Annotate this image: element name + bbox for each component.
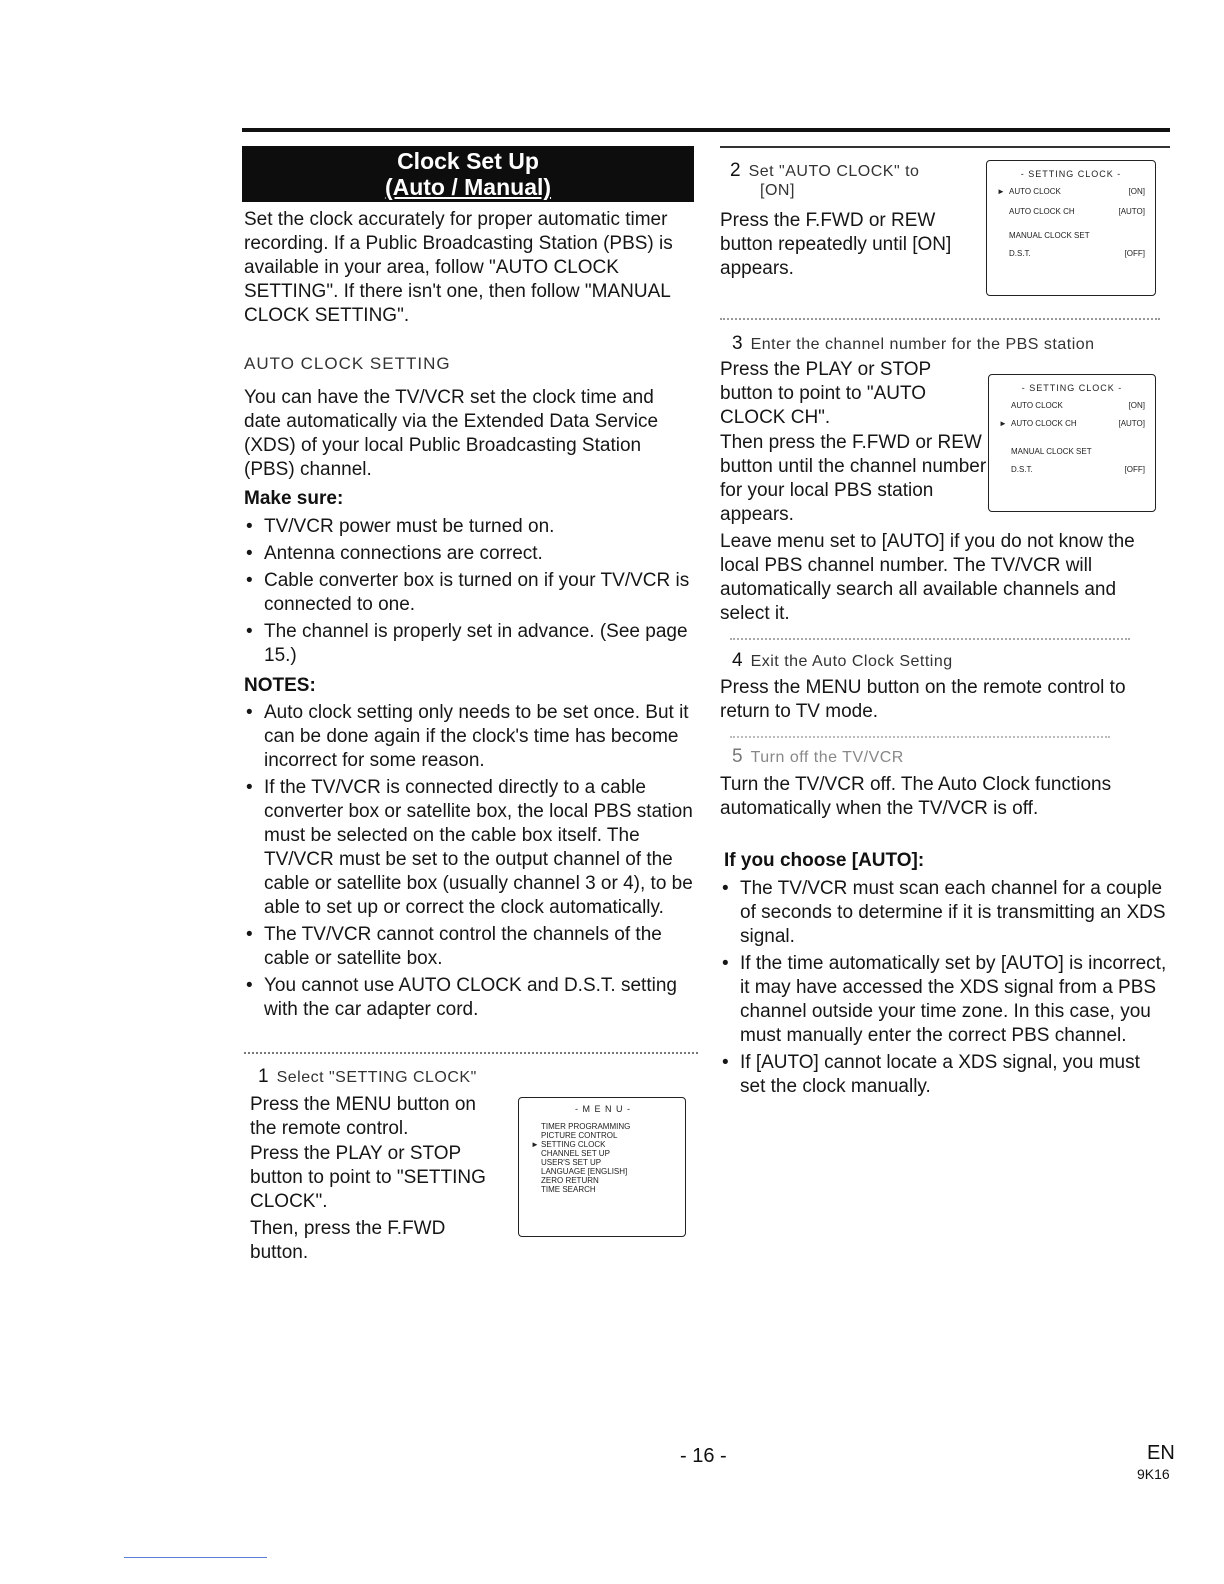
notes-list xyxy=(244,701,696,1025)
step-1-para-3: Then, press the F.FWD button. xyxy=(250,1218,446,1263)
step-5-heading xyxy=(732,746,904,768)
menu-row: TIME SEARCH xyxy=(541,1185,596,1194)
notes-label: NOTES: xyxy=(244,675,316,696)
step-5-para-1: Turn the TV/VCR off. The Auto Clock functions automatically when the TV/VCR is off. xyxy=(720,774,1112,819)
document-code: 9K16 xyxy=(1137,1466,1170,1482)
menu-screen-title: - M E N U - xyxy=(575,1104,631,1114)
menu-row: ► SETTING CLOCK xyxy=(531,1140,606,1149)
screen-row: MANUAL CLOCK SET xyxy=(1011,447,1092,456)
list-item: • Antenna connections are correct. xyxy=(244,542,696,566)
list-item: • Cable converter box is turned on if your TV/VCR is connected to one. xyxy=(244,569,696,617)
make-sure-list xyxy=(244,515,696,671)
list-item: • The channel is properly set in advance. (See page 15.) xyxy=(244,620,696,668)
step-3-para-2: Then press the F.FWD or REW button until the channel number for your local PBS station appears. xyxy=(720,432,987,525)
intro-paragraph: Set the clock accurately for proper automatic timer recording. If a Public Broadcasting Station (PBS) is available in your area, follow "AUTO CLOCK SETTING". If there isn't one, then follow "MANUAL CLOCK SETTING". xyxy=(244,209,673,326)
setting-clock-screen-1 xyxy=(986,160,1156,296)
menu-row: PICTURE CONTROL xyxy=(541,1131,618,1140)
list-item: • If the TV/VCR is connected directly to a cable converter box or satellite box, the local PBS station must be selected on the cable box itself. The TV/VCR must be set to the output channel of the cable or satellite box (usually channel 3 or 4), to be able to set up or correct the clock automatically. xyxy=(244,776,696,920)
step-4-para-1: Press the MENU button on the remote control to return to TV mode. xyxy=(720,677,1126,722)
divider xyxy=(730,638,1130,640)
step-title: Select "SETTING CLOCK" xyxy=(276,1069,477,1086)
title-line-1: Clock Set Up xyxy=(397,148,539,174)
pointer-icon: ► xyxy=(531,1140,539,1149)
top-rule xyxy=(242,128,1170,132)
list-item: • If the time automatically set by [AUTO] is incorrect, it may have accessed the XDS signal from a PBS channel outside your time zone. In this case, you must manually enter the correct PBS channel. xyxy=(720,952,1170,1048)
footer-line xyxy=(124,1557,267,1558)
menu-row: CHANNEL SET UP xyxy=(541,1149,610,1158)
menu-screen xyxy=(518,1097,686,1237)
step-1-heading xyxy=(258,1066,477,1088)
screen-row: MANUAL CLOCK SET xyxy=(1009,231,1090,240)
step-3-para-3: Leave menu set to [AUTO] if you do not know the local PBS channel number. The TV/VCR will automatically search all available channels and select it. xyxy=(720,531,1135,624)
screen-row: AUTO CLOCK [ON] xyxy=(1011,401,1145,410)
auto-choice-list xyxy=(720,877,1170,1102)
step-title: Turn off the TV/VCR xyxy=(750,749,904,766)
menu-row: USER'S SET UP xyxy=(541,1158,602,1167)
step-number: 1 xyxy=(258,1066,269,1087)
screen-row: ► AUTO CLOCK [ON] xyxy=(997,187,1145,196)
step-title-cont: [ON] xyxy=(760,182,795,199)
section-title xyxy=(242,146,694,202)
menu-row: ZERO RETURN xyxy=(541,1176,599,1185)
step-title: Enter the channel number for the PBS station xyxy=(750,336,1095,353)
list-item: • You cannot use AUTO CLOCK and D.S.T. setting with the car adapter cord. xyxy=(244,974,696,1022)
list-item: • Auto clock setting only needs to be set once. But it can be done again if the clock's time has become incorrect for some reason. xyxy=(244,701,696,773)
step-3-heading xyxy=(732,333,1172,355)
screen-row: D.S.T. [OFF] xyxy=(1011,465,1145,474)
menu-row: LANGUAGE [ENGLISH] xyxy=(541,1167,628,1176)
step-title: Exit the Auto Clock Setting xyxy=(750,653,953,670)
step-2-para-1: Press the F.FWD or REW button repeatedly until [ON] appears. xyxy=(720,210,952,279)
make-sure-label: Make sure: xyxy=(244,488,344,509)
auto-choice-heading: If you choose [AUTO]: xyxy=(724,850,925,871)
page-number: - 16 - xyxy=(680,1445,727,1467)
divider xyxy=(244,1052,698,1054)
step-number: 3 xyxy=(732,333,743,354)
setting-clock-screen-2 xyxy=(988,374,1156,512)
step-number: 4 xyxy=(732,650,743,671)
divider xyxy=(730,736,1110,738)
pointer-icon: ► xyxy=(997,187,1005,196)
divider xyxy=(720,318,1160,320)
menu-row: TIMER PROGRAMMING xyxy=(541,1122,631,1131)
language-code: EN xyxy=(1147,1442,1175,1464)
screen-title: - SETTING CLOCK - xyxy=(1021,383,1123,393)
step-title: Set "AUTO CLOCK" to xyxy=(748,163,920,180)
top-rule-right xyxy=(720,146,1170,148)
list-item: • The TV/VCR cannot control the channels of the cable or satellite box. xyxy=(244,923,696,971)
pointer-icon: ► xyxy=(999,419,1007,428)
step-number: 2 xyxy=(730,160,741,181)
screen-row: D.S.T. [OFF] xyxy=(1009,249,1145,258)
list-item: • TV/VCR power must be turned on. xyxy=(244,515,696,539)
step-3-para-1: Press the PLAY or STOP button to point to "AUTO CLOCK CH". xyxy=(720,359,931,428)
step-1-para-2: Press the PLAY or STOP button to point to "SETTING CLOCK". xyxy=(250,1143,486,1212)
step-2-heading xyxy=(730,160,970,200)
screen-row: AUTO CLOCK CH [AUTO] xyxy=(1009,207,1145,216)
list-item: • The TV/VCR must scan each channel for a couple of seconds to determine if it is transmitting an XDS signal. xyxy=(720,877,1170,949)
step-1-para-1: Press the MENU button on the remote control. xyxy=(250,1094,476,1139)
screen-row: ► AUTO CLOCK CH [AUTO] xyxy=(999,419,1145,428)
auto-clock-heading: AUTO CLOCK SETTING xyxy=(244,354,451,373)
title-line-2: (Auto / Manual) xyxy=(384,174,552,200)
auto-clock-description: You can have the TV/VCR set the clock time and date automatically via the Extended Data Service (XDS) of your local Public Broadcasting Station (PBS) channel. xyxy=(244,387,659,480)
list-item: • If [AUTO] cannot locate a XDS signal, you must set the clock manually. xyxy=(720,1051,1170,1099)
screen-title: - SETTING CLOCK - xyxy=(1020,169,1122,179)
step-4-heading xyxy=(732,650,953,672)
step-number: 5 xyxy=(732,746,743,767)
